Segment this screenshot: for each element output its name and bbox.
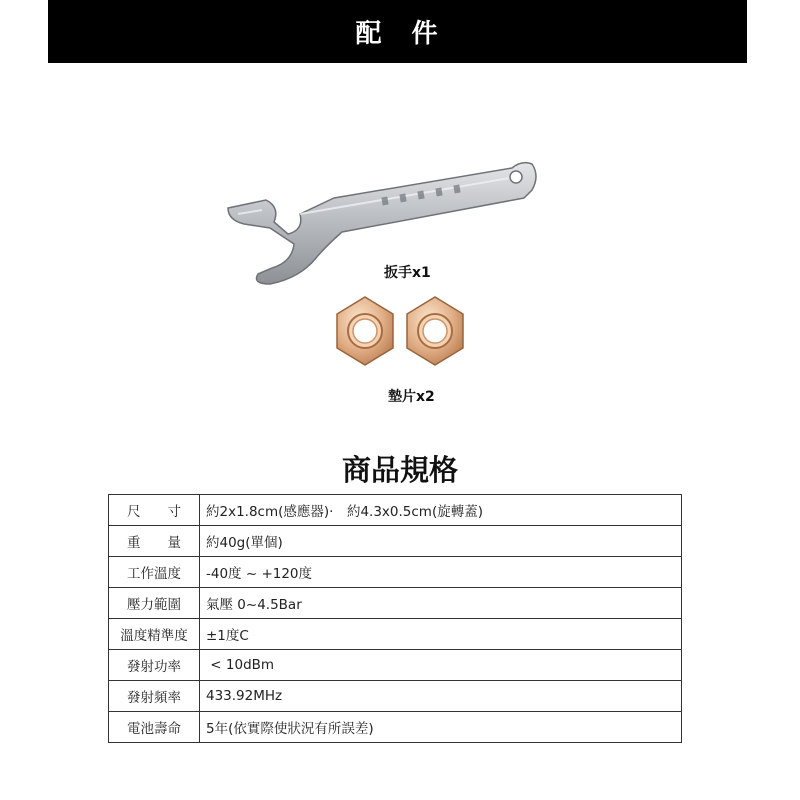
table-row	[109, 557, 682, 588]
spec-value-pressure-range: 氣壓 0~4.5Bar	[200, 588, 682, 619]
spec-label-operating-temp: 工作溫度	[109, 557, 200, 588]
table-row	[109, 681, 682, 712]
table-row	[109, 619, 682, 650]
table-row	[109, 588, 682, 619]
spec-value-temp-accuracy: ±1度C	[200, 619, 682, 650]
spec-table	[108, 494, 682, 743]
spec-value-operating-temp: -40度 ~ +120度	[200, 557, 682, 588]
table-row	[109, 526, 682, 557]
spec-value-transmit-frequency: 433.92MHz	[200, 681, 682, 712]
wrench-icon	[228, 163, 536, 284]
spec-value-size: 約2x1.8cm(感應器)· 約4.3x0.5cm(旋轉蓋)	[200, 495, 682, 526]
spec-label-transmit-frequency: 發射頻率	[109, 681, 200, 712]
spec-value-weight: 約40g(單個)	[200, 526, 682, 557]
spec-value-battery-life: 5年(依實際使狀況有所誤差)	[200, 712, 682, 743]
wrench-caption: 扳手x1	[384, 265, 431, 281]
hex-nut-icon	[337, 297, 393, 365]
spec-label-size: 尺 寸	[109, 495, 200, 526]
spec-heading: 商品規格	[341, 453, 458, 487]
table-row	[109, 495, 682, 526]
table-row	[109, 712, 682, 743]
spec-value-transmit-power: < 10dBm	[200, 650, 682, 681]
spec-label-pressure-range: 壓力範圍	[109, 588, 200, 619]
spec-label-transmit-power: 發射功率	[109, 650, 200, 681]
spec-label-weight: 重 量	[109, 526, 200, 557]
spec-label-battery-life: 電池壽命	[109, 712, 200, 743]
spec-label-temp-accuracy: 溫度精準度	[109, 619, 200, 650]
banner-title: 配 件	[355, 19, 440, 49]
table-row	[109, 650, 682, 681]
hex-nut-icon	[407, 297, 463, 365]
washer-caption: 墊片x2	[388, 389, 435, 405]
